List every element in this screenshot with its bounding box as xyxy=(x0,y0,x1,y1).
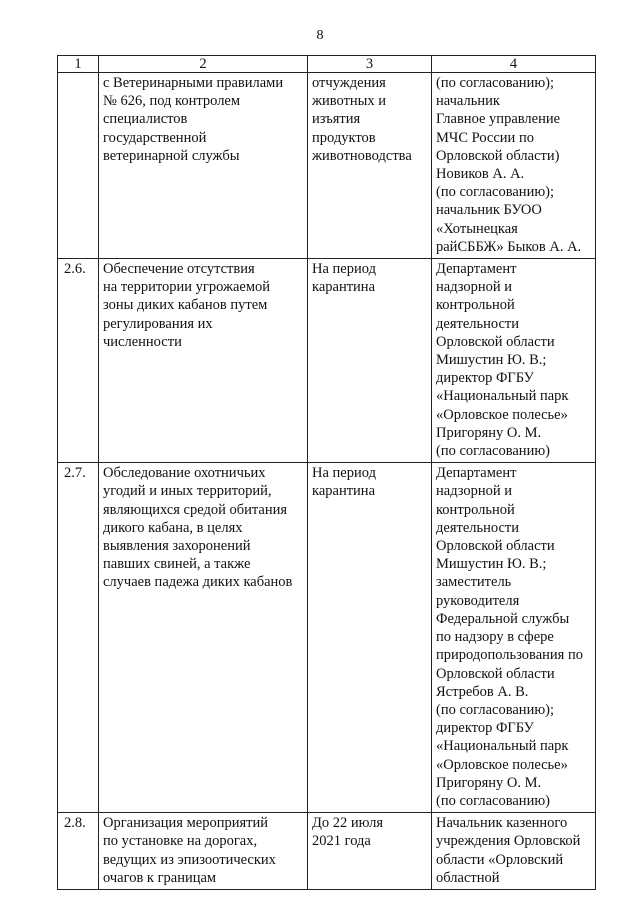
term-cell xyxy=(308,259,432,463)
table-row xyxy=(58,73,596,259)
measure-line: № 626, под контролем xyxy=(103,93,241,110)
responsible-line: директор ФГБУ xyxy=(436,720,534,737)
responsible-line: Орловской области xyxy=(436,538,555,555)
header-cell: 2 xyxy=(99,56,308,73)
responsible-line: Департамент xyxy=(436,465,517,482)
measure-line: по установке на дорогах, xyxy=(103,833,258,850)
responsible-line: областной xyxy=(436,869,500,886)
responsible-line: Начальник казенного xyxy=(436,815,568,832)
measure-line: выявления захоронений xyxy=(103,538,251,555)
measure-line: на территории угрожаемой xyxy=(103,279,271,296)
term-cell xyxy=(308,813,432,890)
responsible-line: Орловской области) xyxy=(436,147,560,164)
measure-line: ветеринарной службы xyxy=(103,147,240,164)
responsible-line: деятельности xyxy=(436,315,520,332)
responsible-line: директор ФГБУ xyxy=(436,370,534,387)
responsible-line: Ястребов А. В. xyxy=(436,683,529,700)
responsible-line: Департамент xyxy=(436,261,517,278)
table-row xyxy=(58,259,596,463)
measure-line: павших свиней, а также xyxy=(103,556,251,573)
row-number-cell: 2.8. xyxy=(58,813,99,890)
responsible-cell xyxy=(432,813,596,890)
responsible-line: (по согласованию) xyxy=(436,443,550,460)
header-cell: 4 xyxy=(432,56,596,73)
measure-line: угодий и иных территорий, xyxy=(103,483,272,500)
responsible-cell xyxy=(432,259,596,463)
term-line: изъятия xyxy=(312,111,361,128)
responsible-line: начальник xyxy=(436,93,500,110)
responsible-line: Мишустин Ю. В.; xyxy=(436,352,547,369)
page-number: 8 xyxy=(316,28,324,43)
responsible-line: «Орловское полесье» xyxy=(436,756,568,773)
term-line: продуктов xyxy=(312,129,376,146)
term-line: животноводства xyxy=(312,147,412,164)
responsible-line: области «Орловский xyxy=(436,851,564,868)
responsible-line: заместитель xyxy=(436,574,512,591)
responsible-line: (по согласованию) xyxy=(436,792,550,809)
responsible-line: «Национальный парк xyxy=(436,388,569,405)
responsible-line: руководителя xyxy=(436,592,520,609)
responsible-line: «Национальный парк xyxy=(436,738,569,755)
term-line: карантина xyxy=(312,279,375,296)
measure-line: Обеспечение отсутствия xyxy=(103,261,255,278)
responsible-line: контрольной xyxy=(436,501,515,518)
measure-line: случаев падежа диких кабанов xyxy=(103,574,293,591)
measure-line: государственной xyxy=(103,129,207,146)
measure-line: являющихся средой обитания xyxy=(103,501,288,518)
responsible-line: Орловской области xyxy=(436,333,555,350)
table-header-row xyxy=(58,56,596,73)
header-cell: 3 xyxy=(308,56,432,73)
term-line: 2021 года xyxy=(312,833,371,850)
table-row xyxy=(58,813,596,890)
responsible-line: природопользования по xyxy=(436,647,583,664)
measure-line: регулирования их xyxy=(103,315,213,332)
term-cell xyxy=(308,463,432,813)
responsible-cell xyxy=(432,73,596,259)
responsible-line: по надзору в сфере xyxy=(436,629,554,646)
measure-line: дикого кабана, в целях xyxy=(103,519,243,536)
responsible-line: (по согласованию); xyxy=(436,75,555,91)
responsible-line: райСББЖ» Быков А. А. xyxy=(436,238,582,255)
responsible-line: Пригоряну О. М. xyxy=(436,774,542,791)
measure-cell xyxy=(99,259,308,463)
responsible-line: «Хотынецкая xyxy=(436,220,518,237)
measure-line: Обследование охотничьих xyxy=(103,465,266,482)
responsible-line: контрольной xyxy=(436,297,515,314)
responsible-line: Главное управление xyxy=(436,111,561,128)
table-row xyxy=(58,463,596,813)
responsible-line: Пригоряну О. М. xyxy=(436,424,542,441)
measure-line: специалистов xyxy=(103,111,188,128)
responsible-line: надзорной и xyxy=(436,279,513,296)
responsible-line: Мишустин Ю. В.; xyxy=(436,556,547,573)
measure-line: ведущих из эпизоотических xyxy=(103,851,276,868)
measure-cell xyxy=(99,73,308,259)
responsible-line: надзорной и xyxy=(436,483,513,500)
responsible-line: «Орловское полесье» xyxy=(436,406,568,423)
term-line: На период xyxy=(312,261,376,278)
term-line: На период xyxy=(312,465,376,482)
responsible-line: Орловской области xyxy=(436,665,555,682)
measure-cell xyxy=(99,463,308,813)
row-number-cell xyxy=(58,73,99,259)
row-number-cell: 2.6. xyxy=(58,259,99,463)
responsible-line: начальник БУОО xyxy=(436,202,542,219)
row-number-cell: 2.7. xyxy=(58,463,99,813)
term-line: карантина xyxy=(312,483,375,500)
measure-line: Организация мероприятий xyxy=(103,815,269,832)
responsible-line: (по согласованию); xyxy=(436,701,555,718)
responsible-line: учреждения Орловской xyxy=(436,833,581,850)
responsible-line: (по согласованию); xyxy=(436,184,555,201)
term-line: До 22 июля xyxy=(312,815,384,832)
measure-line: очагов к границам xyxy=(103,869,217,886)
measure-line: зоны диких кабанов путем xyxy=(103,297,268,314)
measure-cell xyxy=(99,813,308,890)
responsible-cell xyxy=(432,463,596,813)
term-line: отчуждения xyxy=(312,75,386,91)
responsible-line: Федеральной службы xyxy=(436,610,570,627)
responsible-line: МЧС России по xyxy=(436,129,534,146)
measure-line: численности xyxy=(103,333,182,350)
header-cell: 1 xyxy=(58,56,99,73)
term-cell xyxy=(308,73,432,259)
measures-table xyxy=(57,55,596,890)
responsible-line: Новиков А. А. xyxy=(436,166,525,183)
responsible-line: деятельности xyxy=(436,519,520,536)
term-line: животных и xyxy=(312,93,387,110)
measure-line: с Ветеринарными правилами xyxy=(103,75,284,91)
